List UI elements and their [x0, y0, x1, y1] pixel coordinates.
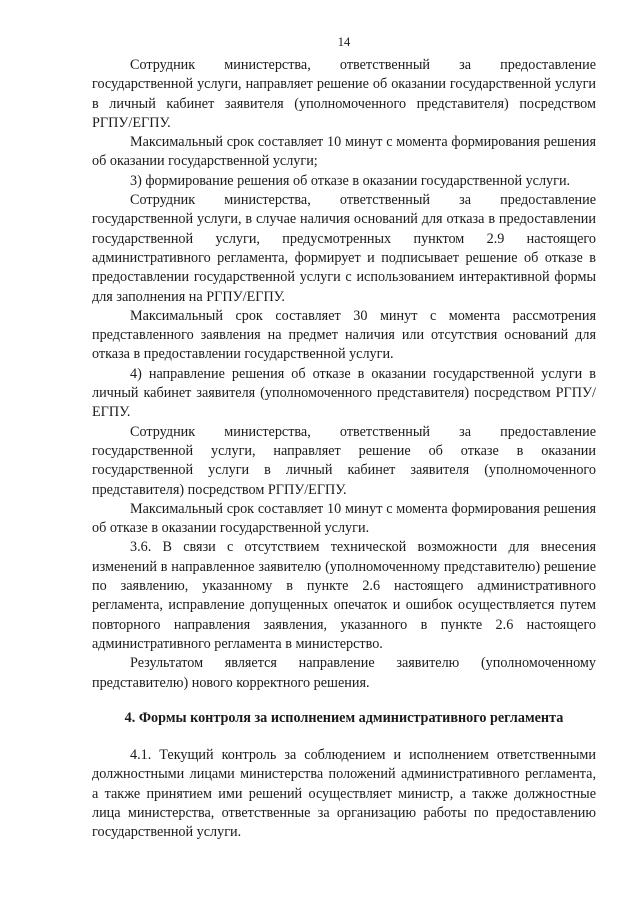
section-heading: 4. Формы контроля за исполнением административного регламента	[124, 709, 564, 726]
paragraph: Сотрудник министерства, ответственный за предоставление государственной услуги, направляет решение об отказе в оказании государственной услуги в личный кабинет заявителя (уполномоченного представителя) посредством РГПУ/ЕГПУ.	[92, 423, 596, 498]
paragraph: 4.1. Текущий контроль за соблюдением и исполнением ответственными должностными лицами министерства положений административного регламента, а также принятием ими решений осуществляет министр, а также должностные лица министерства, ответственные за организацию работы по предоставлению государственной услуги.	[92, 747, 596, 841]
paragraph: Максимальный срок составляет 30 минут с момента рассмотрения представленного заявления на предмет наличия или отсутствия оснований для отказа в предоставлении государственной услуги.	[92, 307, 596, 363]
body-text-after	[92, 746, 596, 842]
document-page	[92, 34, 596, 843]
paragraph: 3.6. В связи с отсутствием технической возможности для внесения изменений в направленное заявителю (уполномоченному представителю) решение по заявлению, указанному в пункте 2.6 настоящего административного регламента, исправление допущенных опечаток и ошибок осуществляется путем повторного направления заявления, указанного в пункте 2.6 настоящего административного регламента в министерство.	[92, 539, 596, 652]
paragraph: Сотрудник министерства, ответственный за предоставление государственной услуги, в случае наличия оснований для отказа в предоставлении государственной услуги, предусмотренных пунктом 2.9 настоящего административного регламента, формирует и подписывает решение об отказе в предоставлении государственной услуги с использованием интерактивной формы для заполнения на РГПУ/ЕГПУ.	[92, 192, 596, 305]
body-text-before	[92, 56, 596, 693]
page-number: 14	[337, 35, 351, 49]
paragraph: Максимальный срок составляет 10 минут с момента формирования решения об отказе в оказании государственной услуги.	[92, 500, 596, 537]
paragraph: Максимальный срок составляет 10 минут с момента формирования решения об оказании государственной услуги;	[92, 134, 596, 170]
paragraph: 3) формирование решения об отказе в оказании государственной услуги.	[130, 172, 571, 189]
paragraph: Сотрудник министерства, ответственный за предоставление государственной услуги, направляет решение об оказании государственной услуги в личный кабинет заявителя (уполномоченного представителя) посредством РГПУ/ЕГПУ.	[92, 57, 596, 131]
paragraph: Результатом является направление заявителю (уполномоченному представителю) нового корректного решения.	[92, 655, 596, 691]
paragraph: 4) направление решения об отказе в оказании государственной услуги в личный кабинет заявителя (уполномоченного представителя) посредством РГПУ/ЕГПУ.	[92, 365, 596, 421]
